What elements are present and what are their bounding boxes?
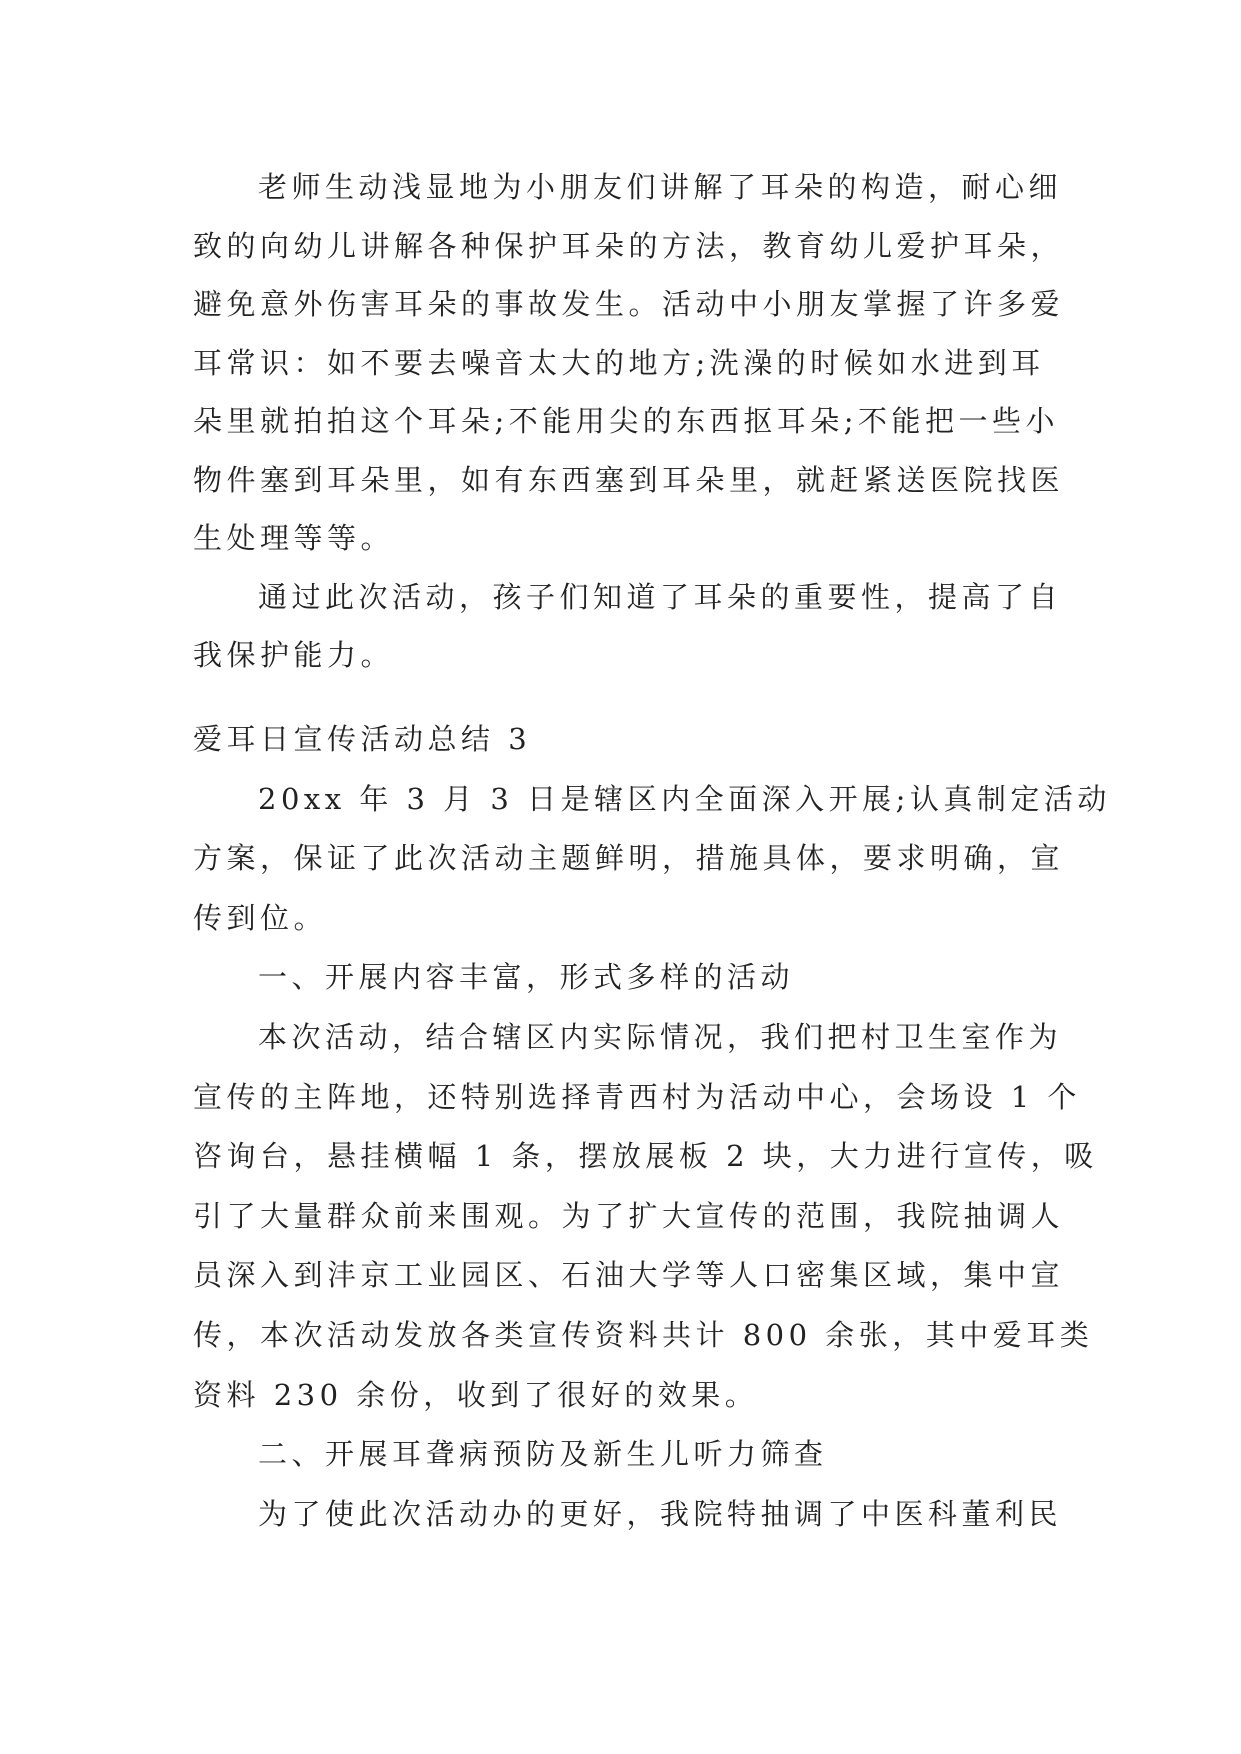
section-heading: 爱耳日宣传活动总结 3 [193,722,532,756]
paragraph-line: 朵里就拍拍这个耳朵;不能用尖的东西抠耳朵;不能把一些小 [193,404,1060,438]
paragraph-line: 方案，保证了此次活动主题鲜明，措施具体，要求明确，宣 [193,841,1065,876]
paragraph-line: 为了使此次活动办的更好，我院特抽调了中医科董利民 [258,1496,1063,1531]
paragraph-line: 传到位。 [193,900,328,935]
paragraph-line: 通过此次活动，孩子们知道了耳朵的重要性，提高了自 [258,579,1063,614]
paragraph-line: 宣传的主阵地，还特别选择青西村为活动中心，会场设 1 个 [193,1079,1081,1114]
paragraph-line: 20xx 年 3 月 3 日是辖区内全面深入开展;认真制定活动 [258,781,1111,816]
paragraph-line: 生处理等等。 [193,521,395,555]
paragraph-line: 物件塞到耳朵里，如有东西塞到耳朵里，就赶紧送医院找医 [193,462,1065,497]
paragraph [193,1008,1111,1425]
paragraph-line: 我保护能力。 [193,638,395,672]
paragraph-line: 本次活动，结合辖区内实际情况，我们把村卫生室作为 [258,1019,1063,1054]
paragraph-line: 资料 230 余份，收到了很好的效果。 [193,1377,759,1412]
subheading-line: 一、开展内容丰富，形式多样的活动 [258,960,795,995]
paragraph-line: 咨询台，悬挂横幅 1 条，摆放展板 2 块，大力进行宣传，吸 [193,1139,1098,1174]
subheading [193,1425,1111,1485]
paragraph-line: 致的向幼儿讲解各种保护耳朵的方法，教育幼儿爱护耳朵， [193,228,1065,263]
paragraph-line: 传，本次活动发放各类宣传资料共计 800 余张，其中爱耳类 [193,1317,1094,1352]
paragraph-line: 员深入到沣京工业园区、石油大学等人口密集区域，集中宣 [193,1258,1065,1293]
paragraph [193,770,1111,949]
paragraph-line: 引了大量群众前来围观。为了扩大宣传的范围，我院抽调人 [193,1198,1065,1233]
paragraph [193,1485,1111,1545]
subheading [193,948,1111,1008]
paragraph-line: 耳常识：如不要去噪音太大的地方;洗澡的时候如水进到耳 [193,345,1045,380]
paragraph [193,568,1064,685]
subheading-line: 二、开展耳聋病预防及新生儿听力筛查 [258,1437,828,1472]
paragraph-line: 避免意外伤害耳朵的事故发生。活动中小朋友掌握了许多爱 [193,287,1065,321]
document-section-a [193,158,1064,685]
document-section-b [193,710,1111,1544]
paragraph-line: 老师生动浅显地为小朋友们讲解了耳朵的构造，耐心细 [258,170,1063,204]
paragraph [193,158,1064,568]
